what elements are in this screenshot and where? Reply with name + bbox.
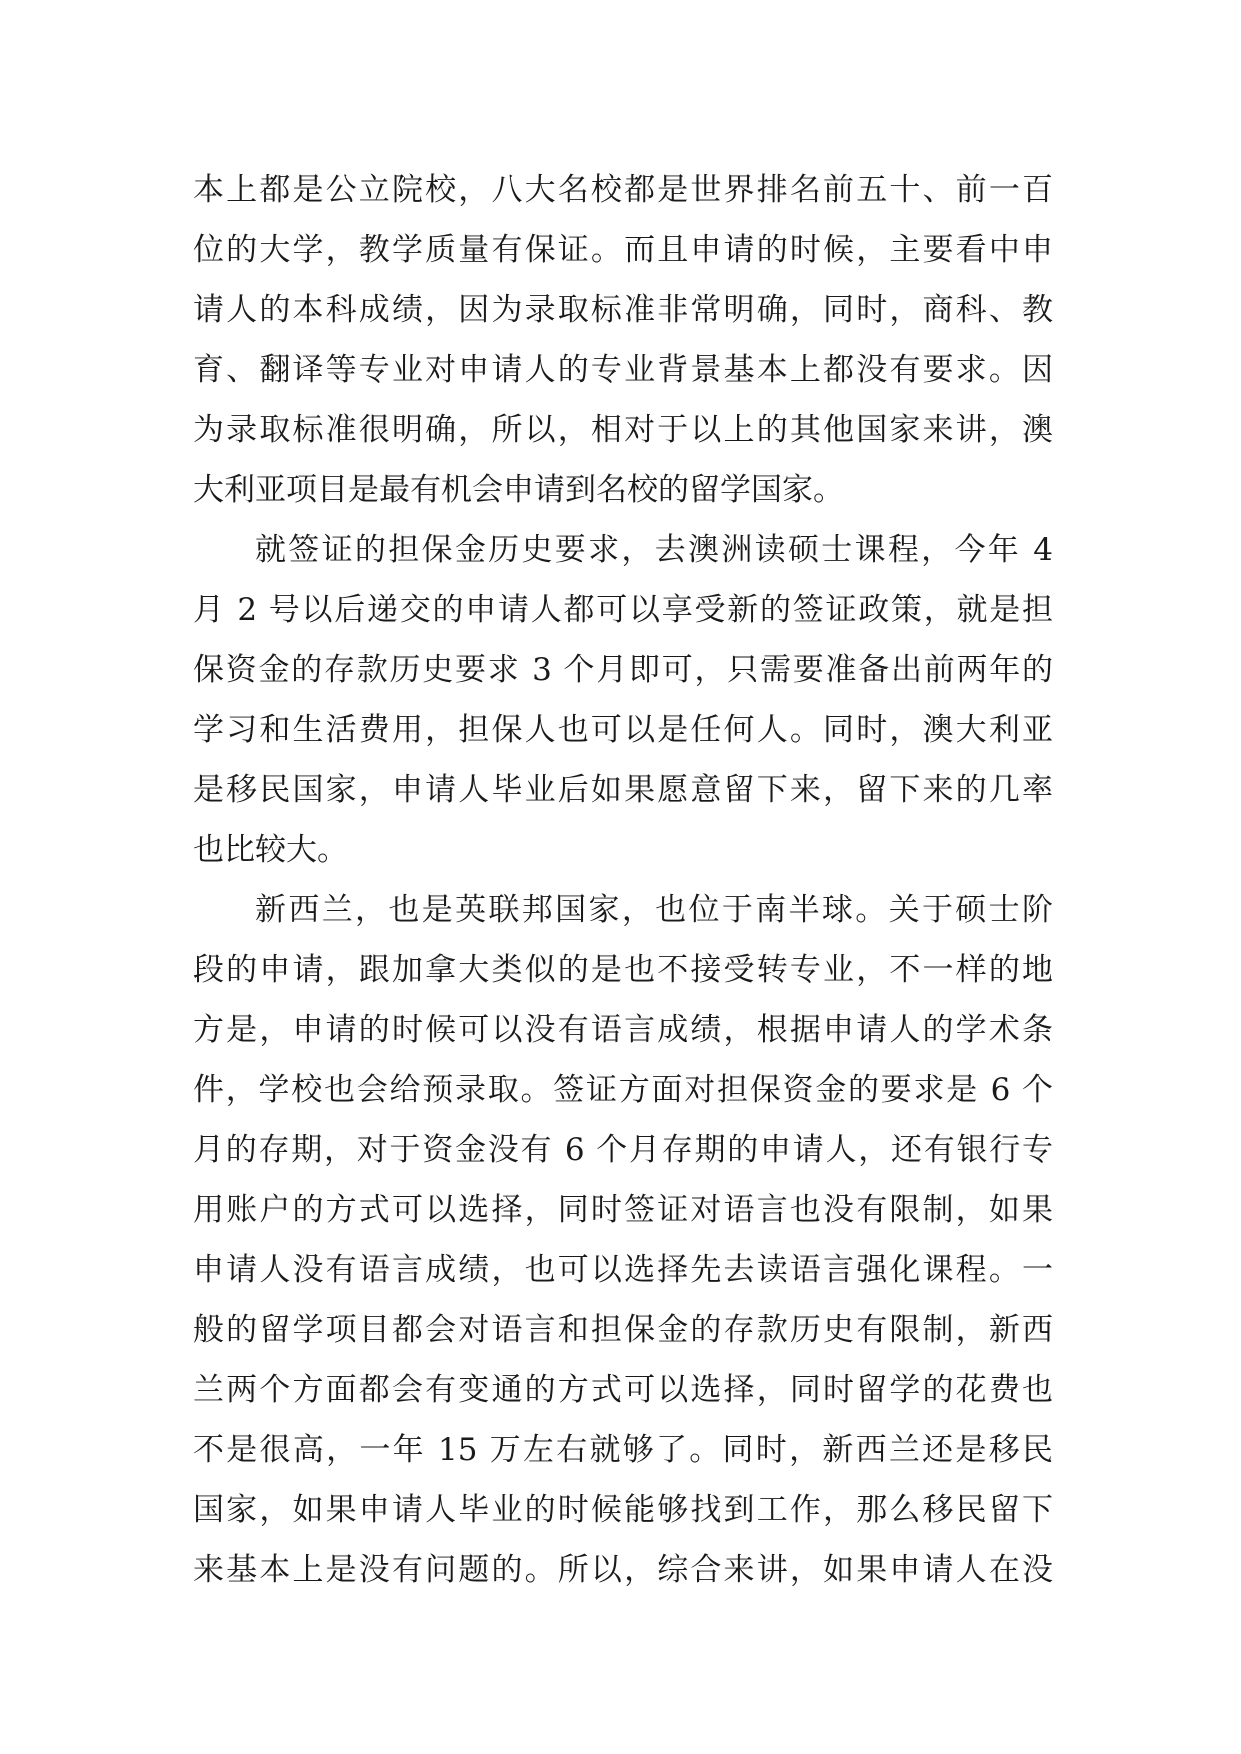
text-line: 学习和生活费用，担保人也可以是任何人。同时，澳大利亚 [193,712,1053,748]
paragraph-1 [193,160,1053,520]
text-line: 月 2 号以后递交的申请人都可以享受新的签证政策，就是担 [193,592,1053,628]
text-line: 新西兰，也是英联邦国家，也位于南半球。关于硕士阶 [255,892,1053,928]
text-line: 般的留学项目都会对语言和担保金的存款历史有限制，新西 [193,1312,1053,1348]
text-line: 保资金的存款历史要求 3 个月即可，只需要准备出前两年的 [193,652,1053,688]
text-line: 兰两个方面都会有变通的方式可以选择，同时留学的花费也 [193,1372,1053,1408]
text-line: 为录取标准很明确，所以，相对于以上的其他国家来讲，澳 [193,412,1053,448]
document-body [193,160,1053,1600]
text-line: 申请人没有语言成绩，也可以选择先去读语言强化课程。一 [193,1252,1053,1288]
text-line: 本上都是公立院校，八大名校都是世界排名前五十、前一百 [193,172,1053,208]
text-line: 段的申请，跟加拿大类似的是也不接受转专业，不一样的地 [193,952,1053,988]
text-line: 就签证的担保金历史要求，去澳洲读硕士课程，今年 4 [255,532,1053,568]
text-line: 是移民国家，申请人毕业后如果愿意留下来，留下来的几率 [193,772,1053,808]
text-line: 位的大学，教学质量有保证。而且申请的时候，主要看中申 [193,232,1053,268]
text-line: 也比较大。 [193,832,348,868]
paragraph-3 [193,880,1053,1600]
text-line: 不是很高，一年 15 万左右就够了。同时，新西兰还是移民 [193,1432,1053,1468]
text-line: 件，学校也会给预录取。签证方面对担保资金的要求是 6 个 [193,1072,1053,1108]
text-line: 方是，申请的时候可以没有语言成绩，根据申请人的学术条 [193,1012,1053,1048]
text-line: 国家，如果申请人毕业的时候能够找到工作，那么移民留下 [193,1492,1053,1528]
text-line: 请人的本科成绩，因为录取标准非常明确，同时，商科、教 [193,292,1053,328]
paragraph-2 [193,520,1053,880]
text-line: 用账户的方式可以选择，同时签证对语言也没有限制，如果 [193,1192,1053,1228]
text-line: 月的存期，对于资金没有 6 个月存期的申请人，还有银行专 [193,1132,1053,1168]
text-line: 育、翻译等专业对申请人的专业背景基本上都没有要求。因 [193,352,1053,388]
text-line: 来基本上是没有问题的。所以，综合来讲，如果申请人在没 [193,1552,1053,1588]
text-line: 大利亚项目是最有机会申请到名校的留学国家。 [193,472,844,508]
